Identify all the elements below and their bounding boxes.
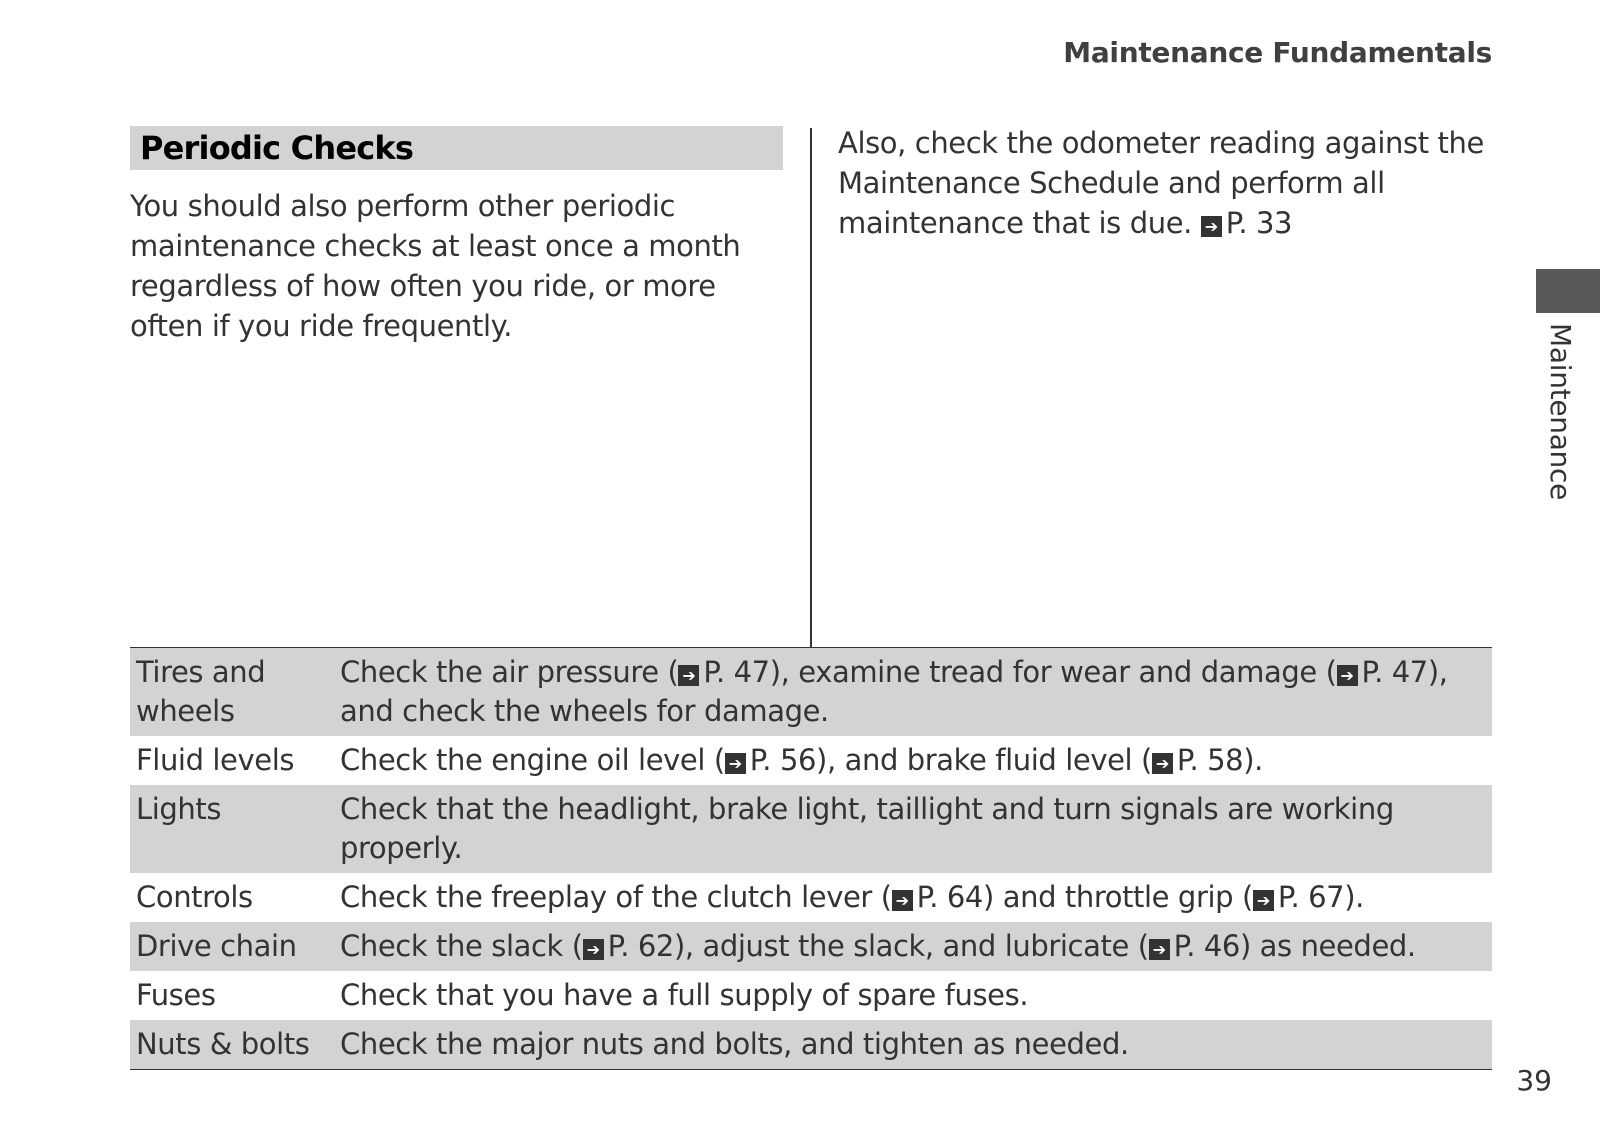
page-reference[interactable]: P. 46	[1173, 929, 1240, 963]
chapter-tab-marker	[1536, 269, 1600, 313]
table-row	[130, 873, 1492, 922]
table-row	[130, 1020, 1492, 1070]
description-text: Check the major nuts and bolts, and tighten as needed.	[340, 1027, 1129, 1061]
check-item: Controls	[136, 880, 253, 914]
column-divider	[810, 128, 812, 647]
arrow-reference-icon: ➔	[892, 890, 913, 911]
description-text: Check the air pressure (	[340, 655, 679, 689]
description-text: ).	[1344, 880, 1364, 914]
arrow-reference-icon: ➔	[1152, 753, 1173, 774]
chapter-tab-label: Maintenance	[1544, 323, 1577, 501]
table-row	[130, 736, 1492, 785]
check-description	[334, 1020, 1492, 1070]
table-row	[130, 971, 1492, 1020]
arrow-reference-icon: ➔	[1201, 216, 1222, 237]
page-reference[interactable]: P. 58	[1176, 743, 1244, 777]
page-reference[interactable]: P. 56	[749, 743, 817, 777]
arrow-reference-icon: ➔	[678, 665, 699, 686]
periodic-checks-table	[130, 647, 1492, 1070]
page-reference[interactable]: P. 67	[1277, 880, 1345, 914]
page-reference[interactable]: P. 62	[607, 929, 674, 963]
section-heading: Periodic Checks	[130, 126, 783, 170]
check-item: Fluid levels	[136, 743, 295, 777]
arrow-reference-icon: ➔	[1337, 665, 1358, 686]
description-text: Check that the headlight, brake light, taillight and turn signals are working properly.	[340, 792, 1394, 865]
right-paragraph	[838, 123, 1498, 243]
page-reference[interactable]: P. 64	[916, 880, 983, 914]
description-text: ) and throttle grip (	[982, 880, 1253, 914]
description-text: ), and brake fluid level (	[816, 743, 1152, 777]
page-reference[interactable]: P. 47	[703, 655, 770, 689]
table-row	[130, 648, 1492, 737]
arrow-reference-icon: ➔	[725, 753, 746, 774]
description-text: Check the freeplay of the clutch lever (	[340, 880, 892, 914]
check-item: Tires and wheels	[130, 648, 334, 737]
check-description	[334, 785, 1492, 873]
right-paragraph-text: Also, check the odometer reading against the Maintenance Schedule and perform all maintenance that is due.	[838, 126, 1484, 240]
check-item: Fuses	[136, 978, 216, 1012]
check-item: Drive chain	[130, 922, 334, 971]
page-header-title: Maintenance Fundamentals	[1063, 36, 1492, 69]
page-number: 39	[1516, 1064, 1552, 1097]
check-description	[334, 736, 1492, 785]
arrow-reference-icon: ➔	[1253, 890, 1274, 911]
description-text: ), adjust the slack, and lubricate (	[673, 929, 1149, 963]
description-text: Check the slack (	[340, 929, 583, 963]
page-reference[interactable]: P. 33	[1225, 206, 1293, 240]
description-text: ).	[1243, 743, 1263, 777]
check-description	[334, 971, 1492, 1020]
check-description	[334, 922, 1492, 971]
description-text: ), and check the wheels for damage.	[340, 655, 1448, 728]
description-text: Check the engine oil level (	[340, 743, 725, 777]
left-paragraph: You should also perform other periodic maintenance checks at least once a month regardless of how often you ride, or more often if you ride frequently.	[130, 189, 741, 343]
check-description	[334, 648, 1492, 737]
description-text: ) as needed.	[1239, 929, 1416, 963]
description-text: ), examine tread for wear and damage (	[769, 655, 1337, 689]
page-reference[interactable]: P. 47	[1361, 655, 1428, 689]
check-description	[334, 873, 1492, 922]
arrow-reference-icon: ➔	[1149, 939, 1170, 960]
table-row	[130, 785, 1492, 873]
check-item: Nuts & bolts	[130, 1020, 334, 1070]
check-item: Lights	[130, 785, 334, 873]
arrow-reference-icon: ➔	[583, 939, 604, 960]
description-text: Check that you have a full supply of spare fuses.	[340, 978, 1029, 1012]
table-row	[130, 922, 1492, 971]
